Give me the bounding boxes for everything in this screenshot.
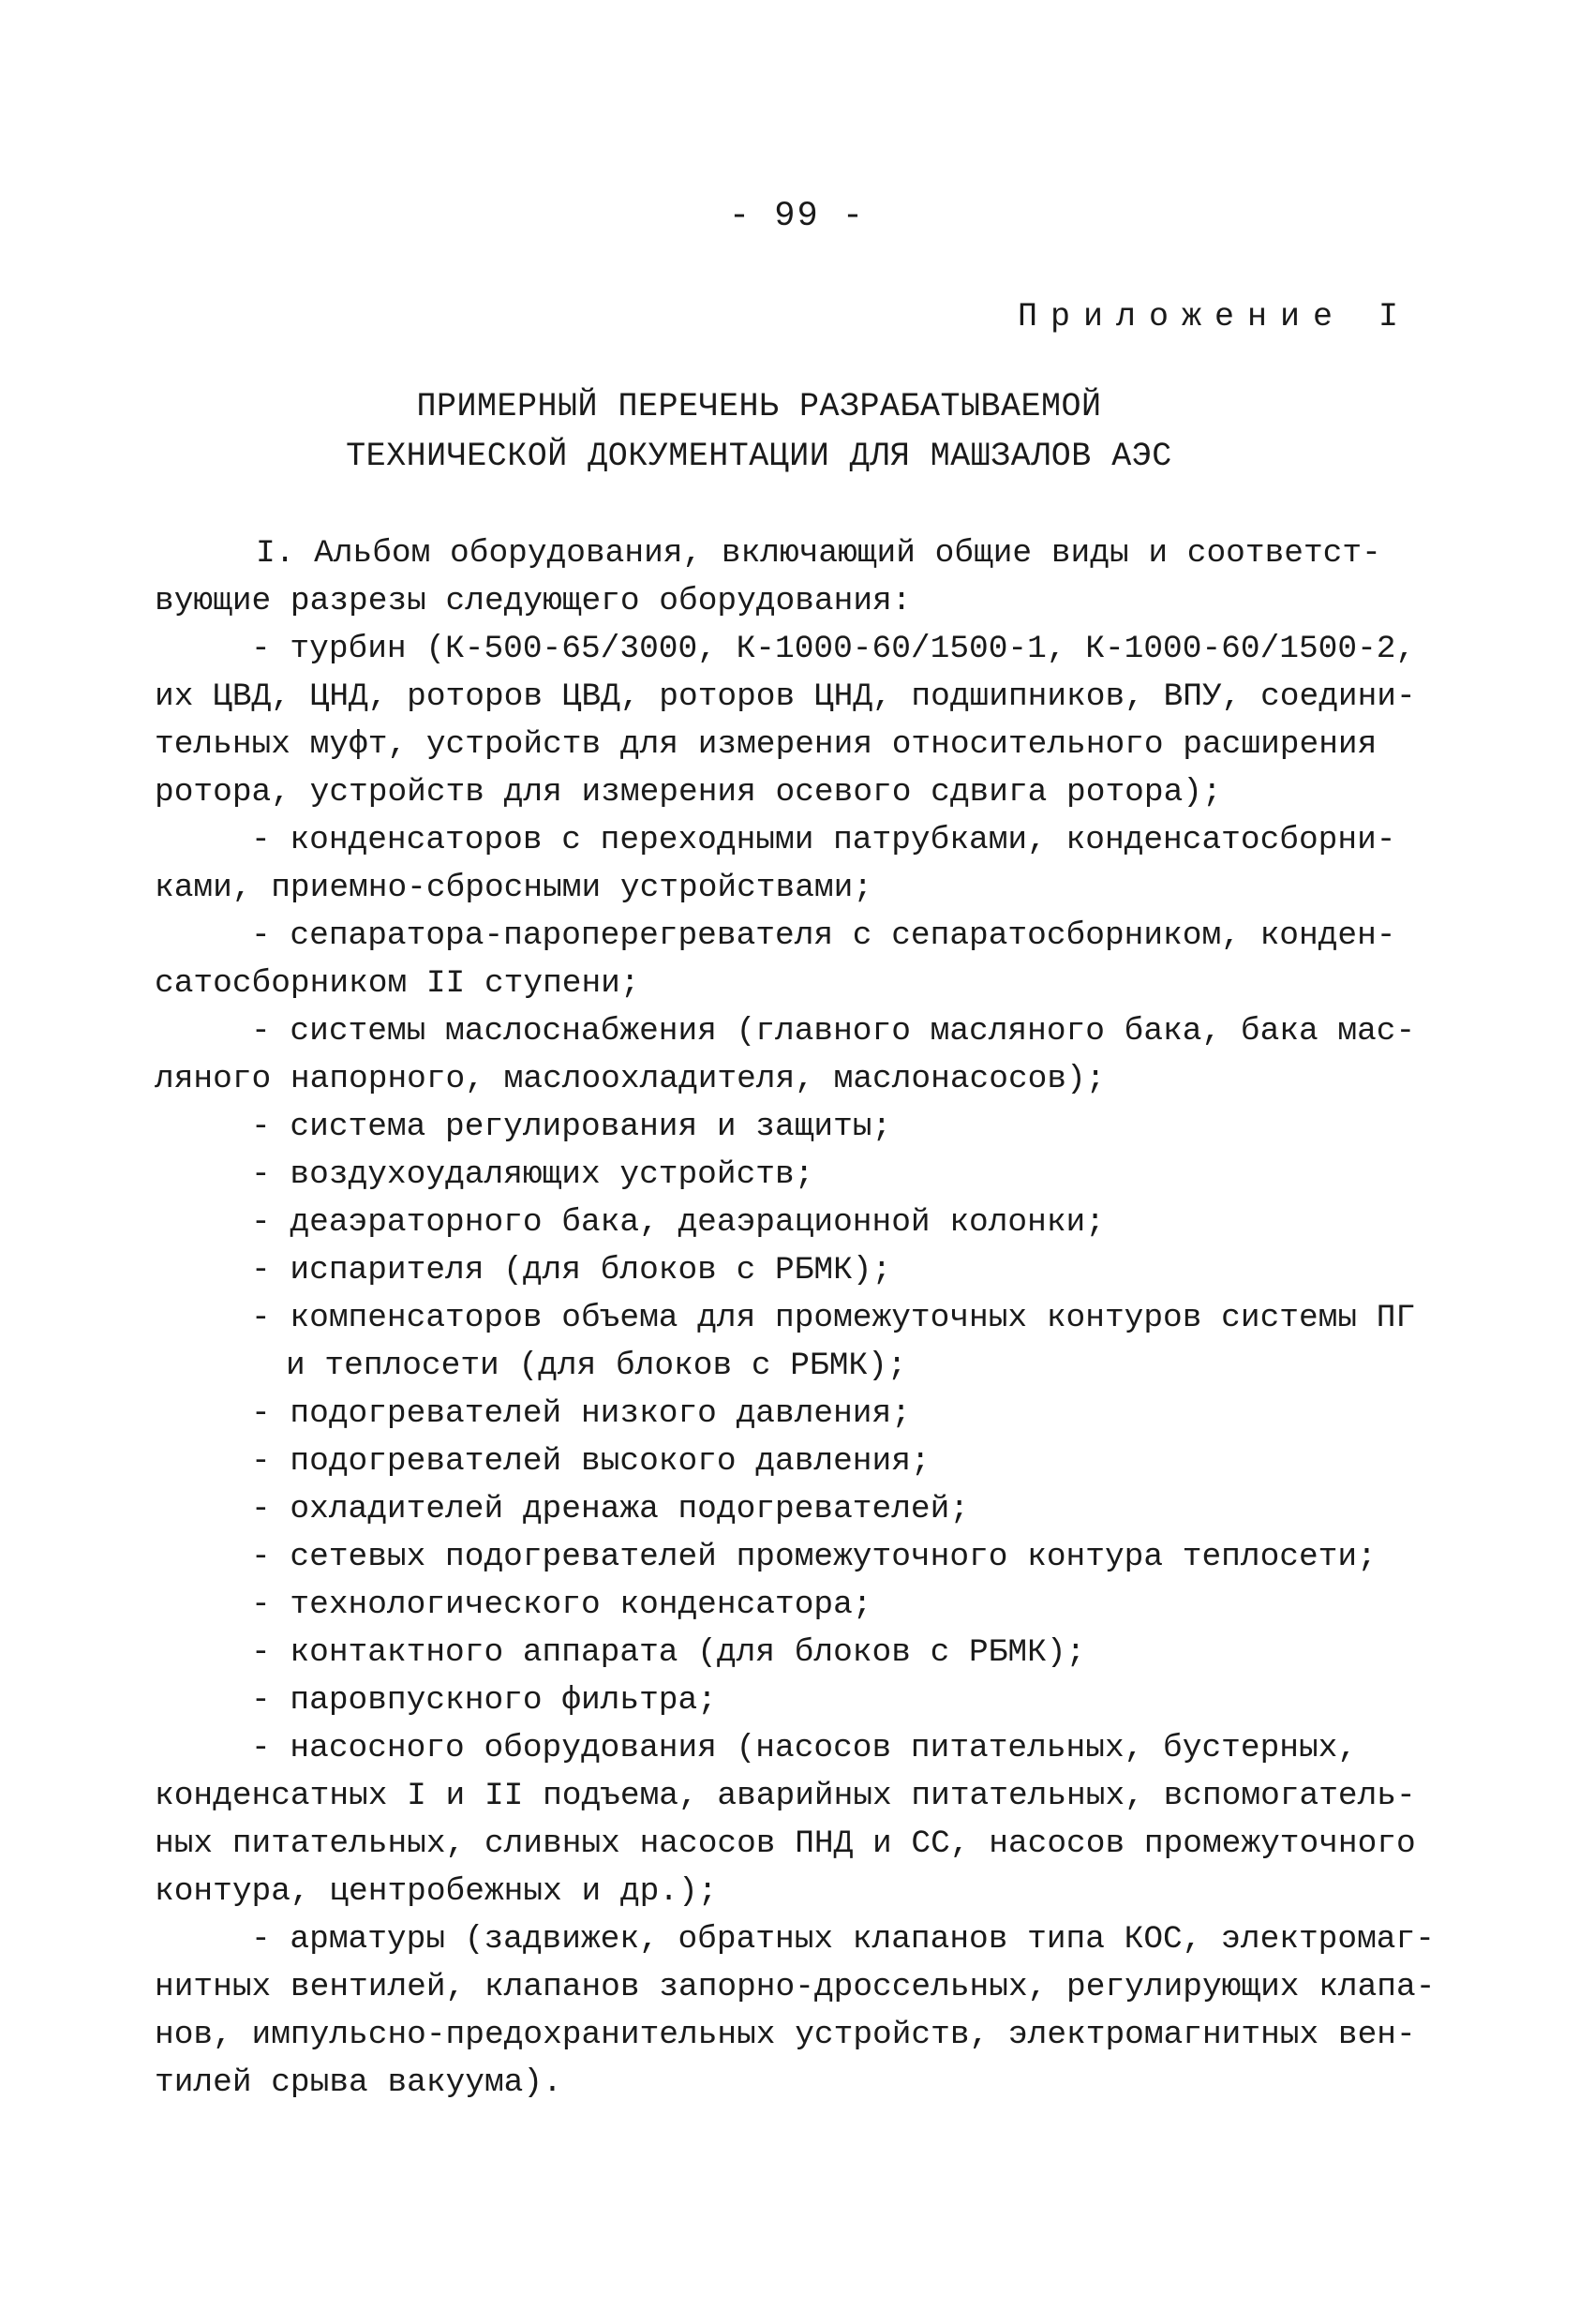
title-line-1: ПРИМЕРНЫЙ ПЕРЕЧЕНЬ РАЗРАБАТЫВАЕМОЙ (416, 388, 1102, 425)
title-line-2: ТЕХНИЧЕСКОЙ ДОКУМЕНТАЦИИ ДЛЯ МАШЗАЛОВ АЭС (346, 438, 1172, 475)
appendix-label: Приложение I (1017, 298, 1411, 335)
text-line: - технологического конденсатора; (251, 1587, 872, 1623)
text-line: тилей срыва вакуума). (155, 2064, 562, 2101)
text-line: - системы маслоснабжения (главного масляного бака, бака мас- (251, 1013, 1416, 1050)
text-line: - компенсаторов объема для промежуточных контуров системы ПГ (251, 1300, 1416, 1336)
text-line: - испарителя (для блоков с РБМК); (251, 1252, 892, 1289)
text-line: - турбин (К-500-65/3000, К-1000-60/1500-1, К-1000-60/1500-2, (251, 631, 1416, 667)
text-line: сатосборником II ступени; (155, 965, 640, 1002)
text-line: - система регулирования и защиты; (251, 1109, 892, 1145)
document-body (155, 529, 1438, 2107)
text-line: - насосного оборудования (насосов питательных, бустерных, (251, 1730, 1358, 1766)
text-line: конденсатных I и II подъема, аварийных питательных, вспомогатель- (155, 1778, 1416, 1814)
text-line: и теплосети (для блоков с РБМК); (286, 1348, 907, 1384)
text-line: нитных вентилей, клапанов запорно-дроссельных, регулирующих клапа- (155, 1969, 1436, 2005)
text-line: тельных муфт, устройств для измерения относительного расширения (155, 726, 1378, 763)
text-line: ротора, устройств для измерения осевого сдвига ротора); (155, 774, 1222, 811)
text-line: ками, приемно-сбросными устройствами; (155, 870, 873, 906)
text-line: ных питательных, сливных насосов ПНД и СС, насосов промежуточного (155, 1825, 1416, 1862)
text-line: - охладителей дренажа подогревателей; (251, 1491, 970, 1527)
text-line: - сетевых подогревателей промежуточного контура теплосети; (251, 1539, 1377, 1575)
text-line: вующие разрезы следующего оборудования: (155, 583, 912, 619)
text-line: - подогревателей низкого давления; (251, 1395, 911, 1432)
text-line: - подогревателей высокого давления; (251, 1443, 931, 1480)
text-line: - сепаратора-пароперегревателя с сепаратосборником, конден- (251, 917, 1396, 954)
text-line: I. Альбом оборудования, включающий общие виды и соответст- (256, 535, 1381, 572)
text-line: - паровпускного фильтра; (251, 1682, 717, 1719)
page-number: - 99 - (728, 197, 866, 236)
text-line: - арматуры (задвижек, обратных клапанов типа КОС, электромаг- (251, 1921, 1435, 1958)
document-title (0, 382, 1518, 482)
text-line: - контактного аппарата (для блоков с РБМК); (251, 1634, 1086, 1671)
text-line: - деаэраторного бака, деаэрационной колонки; (251, 1204, 1105, 1241)
text-line: - конденсаторов с переходными патрубками, конденсатосборни- (251, 822, 1396, 858)
text-line: - воздухоудаляющих устройств; (251, 1156, 814, 1193)
text-line: ляного напорного, маслоохладителя, маслонасосов); (155, 1061, 1106, 1097)
text-line: контура, центробежных и др.); (155, 1873, 718, 1910)
text-line: их ЦВД, ЦНД, роторов ЦВД, роторов ЦНД, подшипников, ВПУ, соедини- (155, 678, 1416, 715)
text-line: нов, импульсно-предохранительных устройств, электромагнитных вен- (155, 2017, 1416, 2053)
